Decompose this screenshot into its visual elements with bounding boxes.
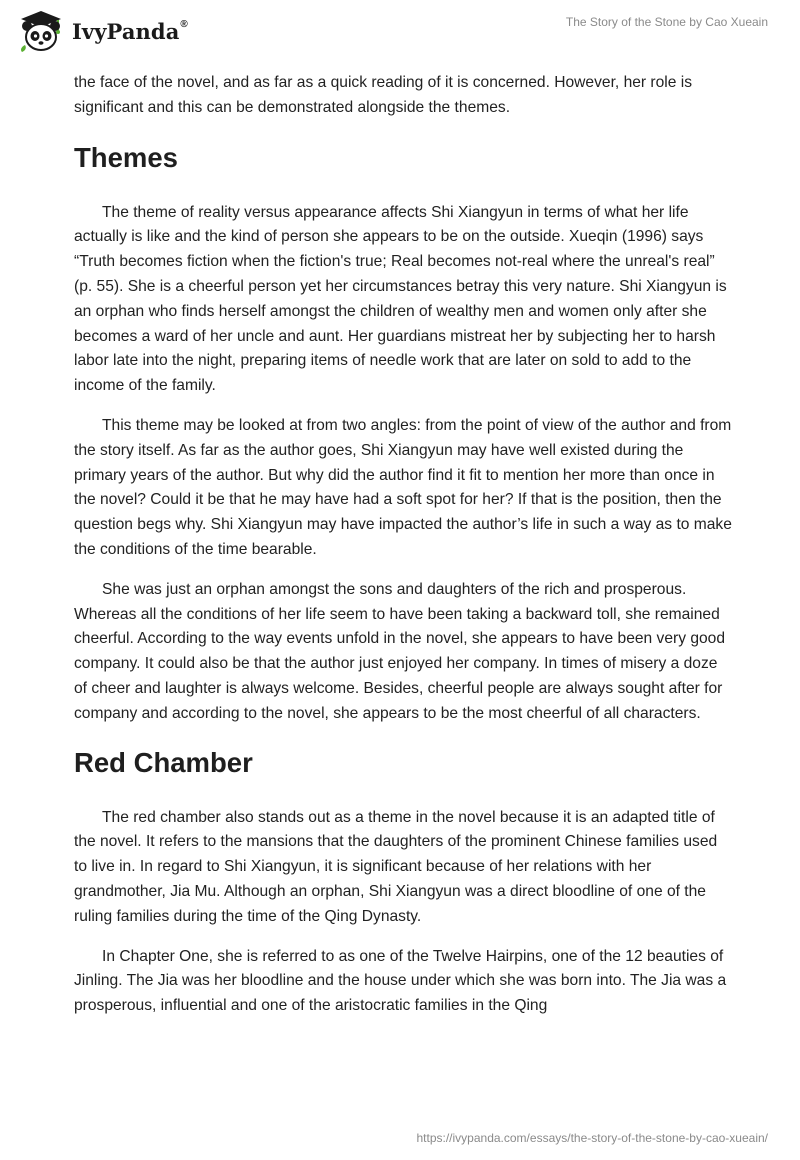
red-chamber-paragraph: In Chapter One, she is referred to as one of the Twelve Hairpins, one of the 12 beauties of Jinling. The Jia was her bloodline and the house under which she was born into. The Jia was a prosperous, influential and one of the aristocratic families in the Qing [74,947,727,1015]
red-chamber-paragraph: The red chamber also stands out as a theme in the novel because it is an adapted title of the novel. It refers to the mansions that the daughters of the prominent Chinese families used to live in. In regard to Shi Xiangyun, it is significant because of her relations with her grandmother, Jia Mu. Although an orphan, Shi Xiangyun was a direct bloodline of one of the ruling families during the time of the Qing Dynasty. [74,808,718,925]
essay-content [74,71,734,1019]
document-title: The Story of the Stone by Cao Xueain [565,15,768,29]
ivypanda-logo-link[interactable] [16,9,188,53]
theme-paragraph: This theme may be looked at from two angles: from the point of view of the author and from the story itself. As far as the author goes, Shi Xiangyun may have well existed during the primary years of the author. But why did the author find it fit to mention her more than once in the novel? Could it be that he may have had a soft spot for her? If that is the position, then the question begs why. Shi Xiangyun may have impacted the author’s life in such a way as to make the conditions of the time bearable. [74,416,732,558]
footer-source-link[interactable]: https://ivypanda.com/essays/the-story-of-the-stone-by-cao-xueain/ [416,1131,768,1145]
page-header [0,0,800,70]
registered-mark: ® [180,18,188,30]
theme-paragraph: The theme of reality versus appearance affects Shi Xiangyun in terms of what her life actually is like and the kind of person she appears to be on the outside. Xueqin (1996) says “Truth becomes fiction when the fiction's true; Real becomes not-real where the unreal's real” (p. 55). She is a cheerful person yet her circumstances betray this very nature. Shi Xiangyun is an orphan who finds herself amongst the children of wealthy men and women only after she becomes a ward of her uncle and aunt. Her guardians mistreat her by subjecting her to harsh labor late into the night, preparing items of needle work that are later on sold to add to the income of the family. [74,203,727,395]
section-heading-themes: Themes [74,141,178,173]
intro-paragraph: the face of the novel, and as far as a quick reading of it is concerned. However, her role is significant and this can be demonstrated alongside the themes. [74,74,693,116]
theme-paragraph: She was just an orphan amongst the sons and daughters of the rich and prosperous. Whereas all the conditions of her life seem to have been taking a backward toll, she remained cheerful. According to the way events unfold in the novel, she appears to have been very good company. It could also be that the author just enjoyed her company. In times of misery a doze of cheer and laughter is always welcome. Besides, cheerful people are always sought after for company and according to the novel, she appears to be the most cheerful of all characters. [74,580,726,722]
brand-name: IvyPanda® [72,18,188,44]
section-heading-red-chamber: Red Chamber [74,746,253,778]
panda-graduation-cap-icon [16,9,66,53]
